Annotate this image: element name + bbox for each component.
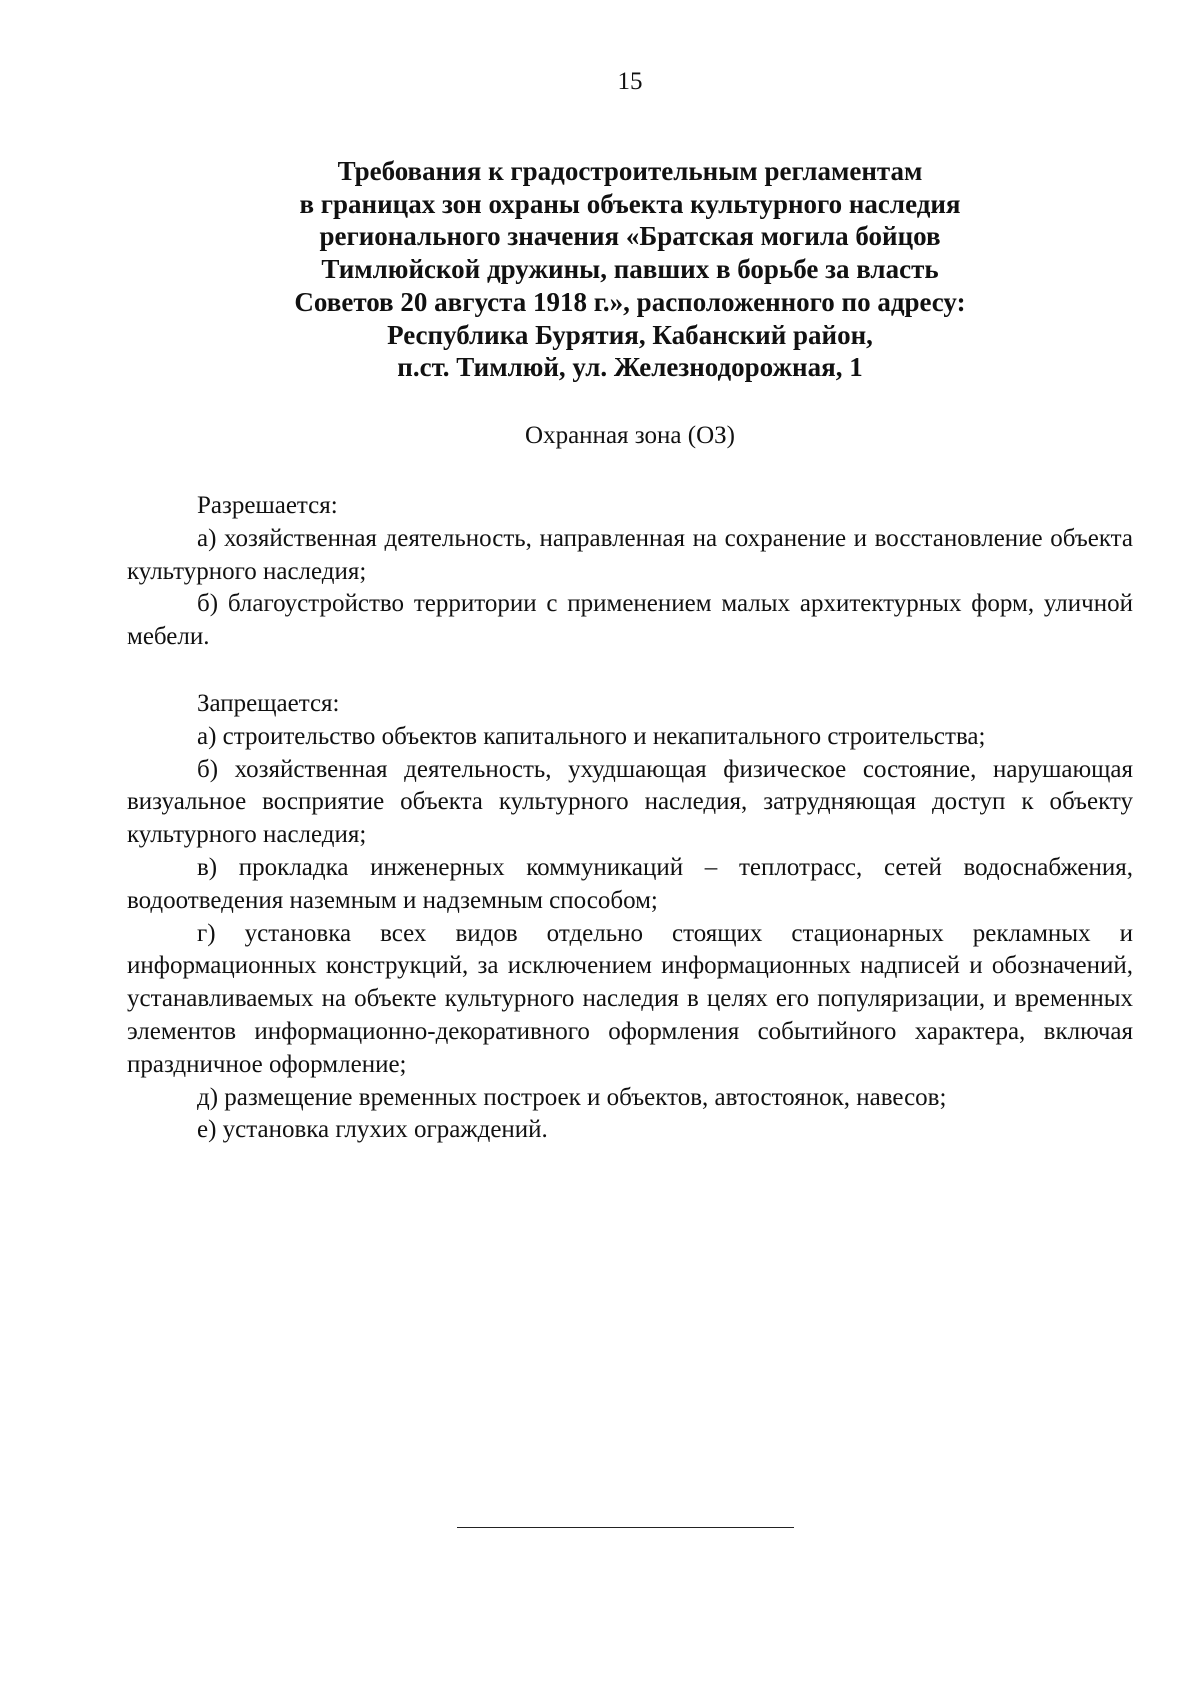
title-line: п.ст. Тимлюй, ул. Железнодорожная, 1 xyxy=(397,352,863,383)
allowed-heading: Разрешается: xyxy=(197,492,338,519)
forbidden-item: г) установка всех видов отдельно стоящих стационарных рекламных и информационных конструкций, за исключением информационных надписей и обозначений, устанавливаемых на объекте культурного наследия в целях его популяризации, и временных элементов информационно-декоративного оформления событийного характера, включая праздничное оформление; xyxy=(127,919,1133,1078)
title-line: Тимлюйской дружины, павших в борьбе за власть xyxy=(321,254,939,285)
page-number: 15 xyxy=(617,68,643,95)
title-line: Республика Бурятия, Кабанский район, xyxy=(387,319,873,350)
title-line: регионального значения «Братская могила бойцов xyxy=(319,221,941,252)
title-line: в границах зон охраны объекта культурного наследия xyxy=(299,188,961,219)
allowed-item: б) благоустройство территории с применением малых архитектурных форм, уличной мебели. xyxy=(127,590,1133,651)
allowed-item: а) хозяйственная деятельность, направленная на сохранение и восстановление объекта культурного наследия; xyxy=(127,524,1133,585)
end-of-document-rule xyxy=(457,1527,794,1528)
forbidden-heading: Запрещается: xyxy=(197,690,340,717)
forbidden-section xyxy=(127,688,1133,1147)
forbidden-item: а) строительство объектов капитального и некапитального строительства; xyxy=(197,722,986,750)
forbidden-item: в) прокладка инженерных коммуникаций – теплотрасс, сетей водоснабжения, водоотведения наземным и надземным способом; xyxy=(127,853,1133,914)
title-line: Требования к градостроительным регламентам xyxy=(337,156,923,186)
title-line: Советов 20 августа 1918 г.», расположенного по адресу: xyxy=(294,286,966,317)
zone-title: Охранная зона (ОЗ) xyxy=(525,422,735,449)
allowed-section xyxy=(127,490,1133,654)
forbidden-item: б) хозяйственная деятельность, ухудшающая физическое состояние, нарушающая визуальное восприятие объекта культурного наследия, затрудняющая доступ к объекту культурного наследия; xyxy=(127,755,1133,849)
forbidden-item: д) размещение временных построек и объектов, автостоянок, навесов; xyxy=(197,1083,947,1111)
document-title xyxy=(130,155,1130,384)
forbidden-item: е) установка глухих ограждений. xyxy=(197,1116,548,1144)
